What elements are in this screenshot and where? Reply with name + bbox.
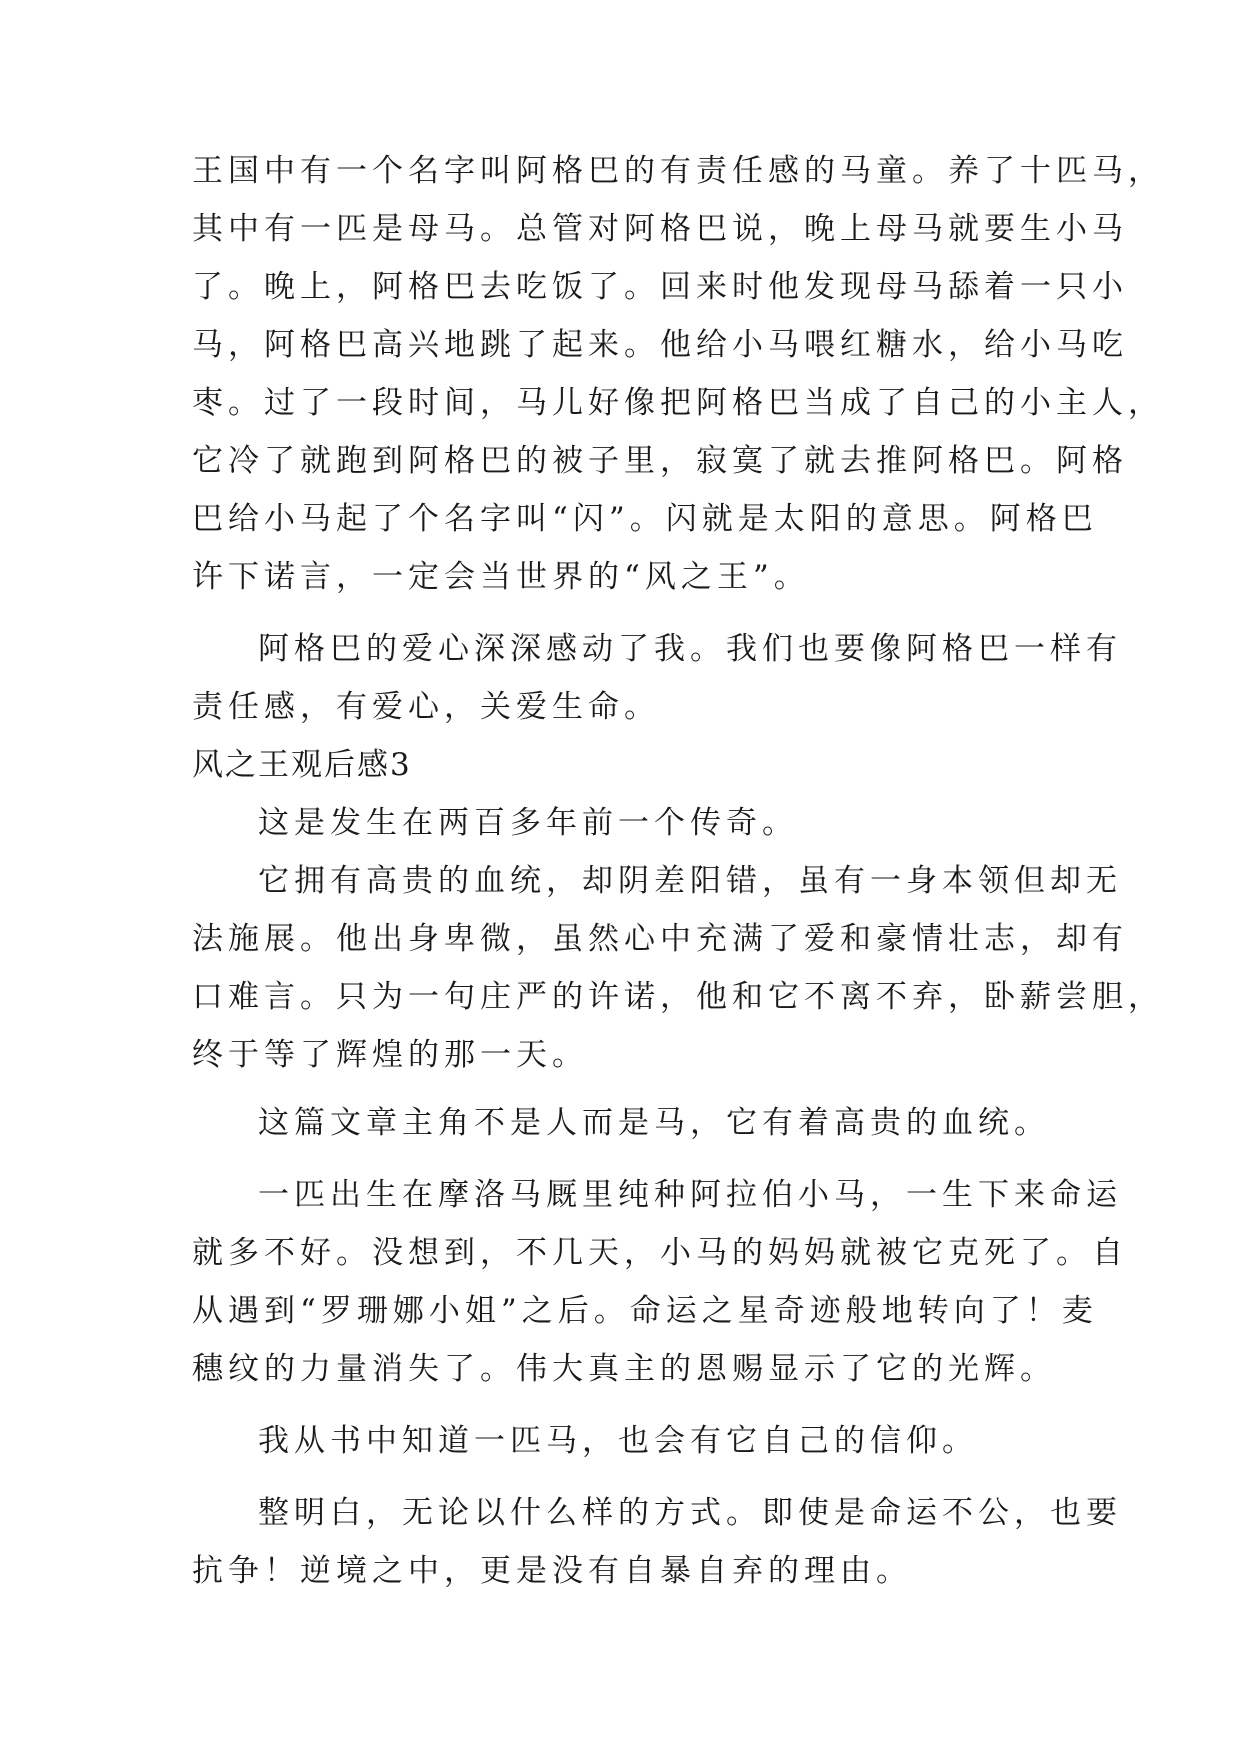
paragraph-line: 王国中有一个名字叫阿格巴的有责任感的马童。养了十匹马，: [192, 153, 1164, 189]
paragraph-line: 阿格巴的爱心深深感动了我。我们也要像阿格巴一样有: [258, 631, 1122, 667]
paragraph-line: 从遇到“罗珊娜小姐”之后。命运之星奇迹般地转向了！麦: [192, 1293, 1098, 1329]
section-heading: 风之王观后感3: [192, 747, 412, 783]
paragraph-line: 口难言。只为一句庄严的许诺，他和它不离不弃，卧薪尝胆，: [192, 979, 1164, 1015]
paragraph-line: 穗纹的力量消失了。伟大真主的恩赐显示了它的光辉。: [192, 1351, 1056, 1387]
paragraph-line: 枣。过了一段时间，马儿好像把阿格巴当成了自己的小主人，: [192, 385, 1164, 421]
paragraph-line: 整明白，无论以什么样的方式。即使是命运不公，也要: [258, 1495, 1122, 1531]
paragraph-line: 责任感，有爱心，关爱生命。: [192, 689, 660, 725]
paragraph-line: 我从书中知道一匹马，也会有它自己的信仰。: [258, 1423, 978, 1459]
paragraph-line: 一匹出生在摩洛马厩里纯种阿拉伯小马，一生下来命运: [258, 1177, 1122, 1213]
paragraph-line: 抗争！逆境之中，更是没有自暴自弃的理由。: [192, 1553, 912, 1589]
paragraph-line: 它冷了就跑到阿格巴的被子里，寂寞了就去推阿格巴。阿格: [192, 443, 1128, 479]
paragraph-line: 法施展。他出身卑微，虽然心中充满了爱和豪情壮志，却有: [192, 921, 1128, 957]
paragraph-line: 马，阿格巴高兴地跳了起来。他给小马喂红糖水，给小马吃: [192, 327, 1128, 363]
paragraph-line: 这篇文章主角不是人而是马，它有着高贵的血统。: [258, 1105, 1050, 1141]
paragraph-line: 终于等了辉煌的那一天。: [192, 1037, 588, 1073]
paragraph-line: 巴给小马起了个名字叫“闪”。闪就是太阳的意思。阿格巴: [192, 501, 1098, 537]
paragraph-line: 它拥有高贵的血统，却阴差阳错，虽有一身本领但却无: [258, 863, 1122, 899]
paragraph-line: 其中有一匹是母马。总管对阿格巴说，晚上母马就要生小马: [192, 211, 1128, 247]
paragraph-line: 了。晚上，阿格巴去吃饭了。回来时他发现母马舔着一只小: [192, 269, 1128, 305]
paragraph-line: 这是发生在两百多年前一个传奇。: [258, 805, 798, 841]
paragraph-line: 许下诺言，一定会当世界的“风之王”。: [192, 559, 810, 595]
paragraph-line: 就多不好。没想到，不几天，小马的妈妈就被它克死了。自: [192, 1235, 1128, 1271]
